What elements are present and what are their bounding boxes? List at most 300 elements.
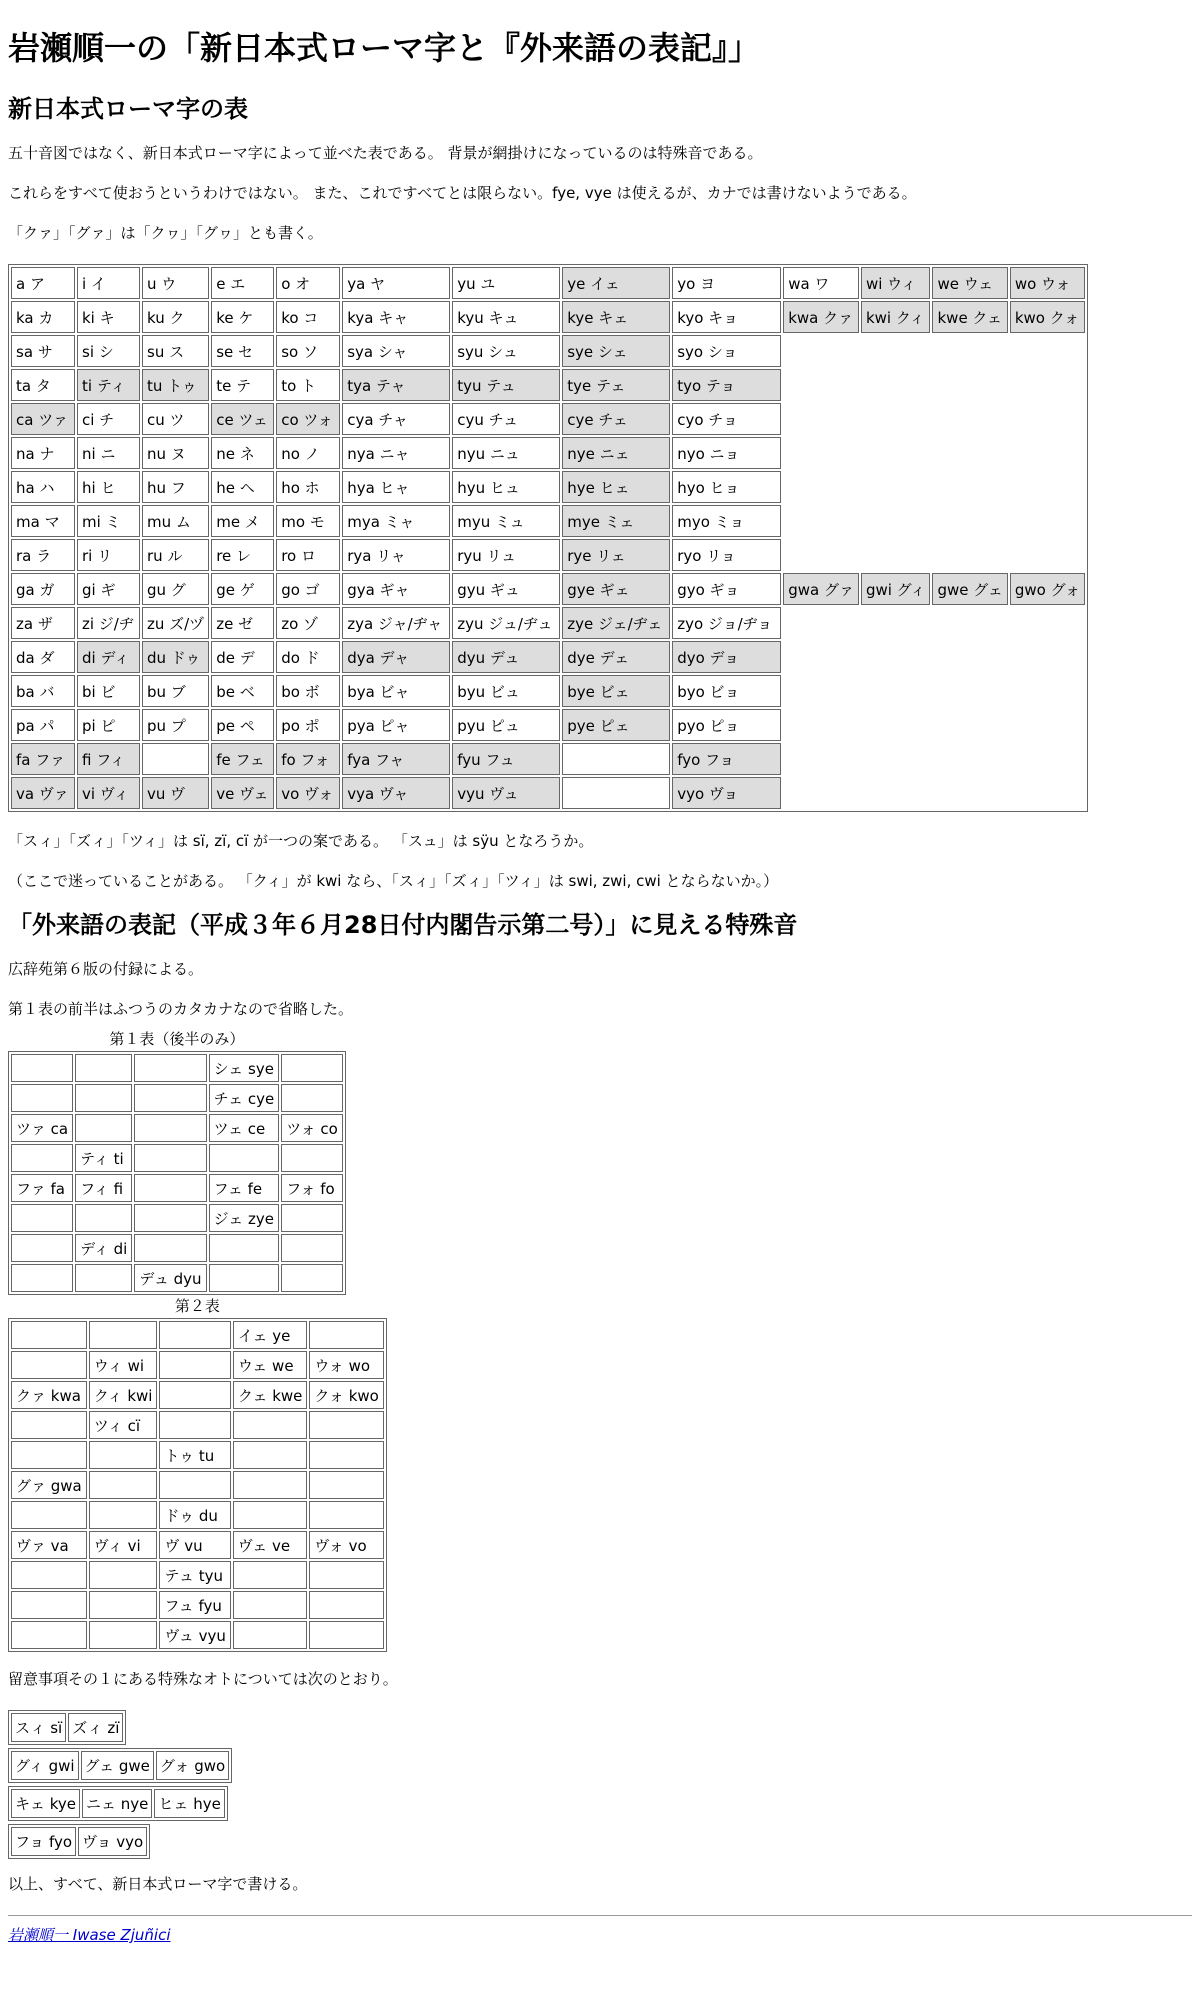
table-cell: pu プ bbox=[142, 709, 209, 741]
table-cell: ファ fa bbox=[11, 1174, 73, 1202]
table-cell: na ナ bbox=[11, 437, 75, 469]
table-cell: ro ロ bbox=[276, 539, 340, 571]
gairaigo-table-1 bbox=[8, 1028, 346, 1295]
table-cell: ryu リュ bbox=[452, 539, 560, 571]
table-cell: no ノ bbox=[276, 437, 340, 469]
table-cell: sya シャ bbox=[342, 335, 450, 367]
table-cell bbox=[281, 1054, 343, 1082]
table-cell: ウェ we bbox=[233, 1351, 308, 1379]
table-cell bbox=[281, 1144, 343, 1172]
table-row bbox=[11, 1411, 384, 1439]
empty-area bbox=[783, 743, 1085, 775]
table-row bbox=[11, 1054, 343, 1082]
table-cell: kwi クィ bbox=[861, 301, 931, 333]
table-cell: po ポ bbox=[276, 709, 340, 741]
table-cell: syu シュ bbox=[452, 335, 560, 367]
footer-divider bbox=[8, 1915, 1192, 1916]
table-cell: nyo ニョ bbox=[672, 437, 781, 469]
table-cell bbox=[89, 1591, 158, 1619]
table-cell: テュ tyu bbox=[159, 1561, 230, 1589]
table-cell: pe ペ bbox=[211, 709, 274, 741]
table-cell: cu ツ bbox=[142, 403, 209, 435]
table-cell: nye ニェ bbox=[562, 437, 670, 469]
romaji-table bbox=[8, 264, 1088, 812]
table2-caption: 第２表 bbox=[174, 1297, 220, 1315]
special-sound-table bbox=[8, 1786, 228, 1821]
table-cell: kye キェ bbox=[562, 301, 670, 333]
table-cell bbox=[233, 1471, 308, 1499]
table-cell bbox=[11, 1441, 87, 1469]
table-cell bbox=[75, 1084, 132, 1112]
table-cell bbox=[233, 1501, 308, 1529]
table-cell bbox=[209, 1264, 280, 1292]
table-cell: ヴ vu bbox=[159, 1531, 230, 1559]
table-cell: do ド bbox=[276, 641, 340, 673]
empty-area bbox=[783, 641, 1085, 673]
table-cell bbox=[11, 1204, 73, 1232]
table-cell: ヴェ ve bbox=[233, 1531, 308, 1559]
table-cell: rye リェ bbox=[562, 539, 670, 571]
table-cell: ze ゼ bbox=[211, 607, 274, 639]
table-row bbox=[11, 1531, 384, 1559]
table-row bbox=[11, 301, 1085, 333]
table-cell: te テ bbox=[211, 369, 274, 401]
empty-area bbox=[783, 607, 1085, 639]
table-cell bbox=[89, 1471, 158, 1499]
table-cell bbox=[233, 1561, 308, 1589]
table-row bbox=[11, 1114, 343, 1142]
table-cell bbox=[233, 1411, 308, 1439]
table-cell: gyo ギョ bbox=[672, 573, 781, 605]
table-cell: dyu デュ bbox=[452, 641, 560, 673]
table-cell: gwa グァ bbox=[783, 573, 859, 605]
table-cell: vyu ヴュ bbox=[452, 777, 560, 809]
table-row bbox=[11, 777, 1085, 809]
table-cell: de デ bbox=[211, 641, 274, 673]
table-cell: yo ヨ bbox=[672, 267, 781, 299]
table-cell: be ベ bbox=[211, 675, 274, 707]
table-cell: ce ツェ bbox=[211, 403, 274, 435]
table-cell: ri リ bbox=[77, 539, 140, 571]
table-cell: pye ピェ bbox=[562, 709, 670, 741]
empty-area bbox=[783, 675, 1085, 707]
section2-omit-note: 第１表の前半はふつうのカタカナなので省略した。 bbox=[8, 1000, 354, 1018]
table-cell bbox=[159, 1471, 230, 1499]
table-cell bbox=[233, 1441, 308, 1469]
table-cell: フィ fi bbox=[75, 1174, 132, 1202]
table-cell: kyu キュ bbox=[452, 301, 560, 333]
table-cell: vya ヴャ bbox=[342, 777, 450, 809]
table-cell: クェ kwe bbox=[233, 1381, 308, 1409]
table-row bbox=[11, 403, 1085, 435]
table-cell: he ヘ bbox=[211, 471, 274, 503]
table-cell bbox=[134, 1174, 206, 1202]
table-cell: se セ bbox=[211, 335, 274, 367]
table-cell: ka カ bbox=[11, 301, 75, 333]
table-cell: kwe クェ bbox=[932, 301, 1007, 333]
table-cell: zi ジ/ヂ bbox=[77, 607, 140, 639]
table-row bbox=[11, 1264, 343, 1292]
table-cell: hi ヒ bbox=[77, 471, 140, 503]
table-cell: ho ホ bbox=[276, 471, 340, 503]
table-cell: byo ビョ bbox=[672, 675, 781, 707]
table-cell: グィ gwi bbox=[11, 1751, 79, 1780]
table-row bbox=[11, 1621, 384, 1649]
table-row bbox=[11, 1501, 384, 1529]
table-row bbox=[11, 573, 1085, 605]
table-row bbox=[11, 1441, 384, 1469]
empty-area bbox=[783, 777, 1085, 809]
table-cell: sye シェ bbox=[562, 335, 670, 367]
table-cell bbox=[11, 1084, 73, 1112]
table-row bbox=[11, 1471, 384, 1499]
table-cell bbox=[159, 1351, 230, 1379]
table-cell: byu ビュ bbox=[452, 675, 560, 707]
table-cell: ドゥ du bbox=[159, 1501, 230, 1529]
table-cell: wi ウィ bbox=[861, 267, 931, 299]
table-cell: フォ fo bbox=[281, 1174, 343, 1202]
table-cell: デュ dyu bbox=[134, 1264, 206, 1292]
empty-area bbox=[783, 539, 1085, 571]
table-cell: ta タ bbox=[11, 369, 75, 401]
table-cell: gi ギ bbox=[77, 573, 140, 605]
table-cell: hu フ bbox=[142, 471, 209, 503]
table-cell: fo フォ bbox=[276, 743, 340, 775]
table-cell bbox=[281, 1204, 343, 1232]
table-cell: vyo ヴョ bbox=[672, 777, 781, 809]
table-cell: go ゴ bbox=[276, 573, 340, 605]
table-cell bbox=[309, 1621, 383, 1649]
table-cell: ニェ nye bbox=[82, 1789, 152, 1818]
table-cell bbox=[11, 1411, 87, 1439]
special-sound-tables bbox=[8, 1710, 1192, 1859]
table-row bbox=[11, 369, 1085, 401]
table-row bbox=[11, 1144, 343, 1172]
table-cell: mi ミ bbox=[77, 505, 140, 537]
table-row bbox=[11, 267, 1085, 299]
table-cell: kya キャ bbox=[342, 301, 450, 333]
table-row bbox=[11, 1234, 343, 1262]
table-cell: グォ gwo bbox=[156, 1751, 229, 1780]
table-cell: イェ ye bbox=[233, 1321, 308, 1349]
table-cell bbox=[562, 777, 670, 809]
table-cell: シェ sye bbox=[209, 1054, 280, 1082]
table-row bbox=[11, 1713, 123, 1742]
table-cell: クィ kwi bbox=[89, 1381, 158, 1409]
table-cell: フョ fyo bbox=[11, 1827, 76, 1856]
table-cell bbox=[309, 1501, 383, 1529]
table-cell: hyu ヒュ bbox=[452, 471, 560, 503]
table-cell: ティ ti bbox=[75, 1144, 132, 1172]
table-cell: トゥ tu bbox=[159, 1441, 230, 1469]
table-cell bbox=[89, 1561, 158, 1589]
section1-intro: 五十音図ではなく、新日本式ローマ字によって並べた表である。 背景が網掛けになっているのは特殊音である。 bbox=[8, 144, 763, 162]
table-cell: myu ミュ bbox=[452, 505, 560, 537]
table-cell: dyo デョ bbox=[672, 641, 781, 673]
table-cell: ヴィ vi bbox=[89, 1531, 158, 1559]
table-cell: mye ミェ bbox=[562, 505, 670, 537]
table-cell: kwo クォ bbox=[1010, 301, 1085, 333]
table-cell: we ウェ bbox=[932, 267, 1007, 299]
table-cell: mo モ bbox=[276, 505, 340, 537]
table-cell: da ダ bbox=[11, 641, 75, 673]
table-cell: su ス bbox=[142, 335, 209, 367]
table-cell: zyu ジュ/ヂュ bbox=[452, 607, 560, 639]
table-cell: pyu ピュ bbox=[452, 709, 560, 741]
table-cell: nya ニャ bbox=[342, 437, 450, 469]
table-cell: ryo リョ bbox=[672, 539, 781, 571]
table-cell: ba バ bbox=[11, 675, 75, 707]
table-cell: pa パ bbox=[11, 709, 75, 741]
table-cell: o オ bbox=[276, 267, 340, 299]
table-cell: ヒェ hye bbox=[154, 1789, 224, 1818]
table-cell: tye テェ bbox=[562, 369, 670, 401]
empty-area bbox=[783, 369, 1085, 401]
table-row bbox=[11, 1751, 229, 1780]
table-cell bbox=[89, 1441, 158, 1469]
empty-area bbox=[783, 505, 1085, 537]
table-row bbox=[11, 471, 1085, 503]
table-cell bbox=[281, 1084, 343, 1112]
table-cell: ヴョ vyo bbox=[78, 1827, 147, 1856]
table-cell: ヴァ va bbox=[11, 1531, 87, 1559]
table-cell bbox=[11, 1621, 87, 1649]
table-cell bbox=[309, 1471, 383, 1499]
special-sound-table bbox=[8, 1824, 150, 1859]
table-cell bbox=[134, 1204, 206, 1232]
section1-note: これらをすべて使おうというわけではない。 また、これですべてとは限らない。fye, vye は使えるが、カナでは書けないようである。 bbox=[8, 184, 917, 202]
table-cell: vo ヴォ bbox=[276, 777, 340, 809]
table-cell: チェ cye bbox=[209, 1084, 280, 1112]
table-cell bbox=[209, 1234, 280, 1262]
table-row bbox=[11, 1321, 384, 1349]
table-cell: ne ネ bbox=[211, 437, 274, 469]
table-cell: vu ヴ bbox=[142, 777, 209, 809]
table-cell: ha ハ bbox=[11, 471, 75, 503]
table-cell bbox=[134, 1114, 206, 1142]
table-cell: bi ビ bbox=[77, 675, 140, 707]
table-row bbox=[11, 1827, 147, 1856]
empty-area bbox=[783, 437, 1085, 469]
table-cell: syo ショ bbox=[672, 335, 781, 367]
table-cell: hyo ヒョ bbox=[672, 471, 781, 503]
table-cell: tu トゥ bbox=[142, 369, 209, 401]
table-cell: ツォ co bbox=[281, 1114, 343, 1142]
table-cell: rya リャ bbox=[342, 539, 450, 571]
table-cell: グェ gwe bbox=[81, 1751, 154, 1780]
table-cell: u ウ bbox=[142, 267, 209, 299]
table-cell: di ディ bbox=[77, 641, 140, 673]
table-cell: ca ツァ bbox=[11, 403, 75, 435]
empty-area bbox=[783, 709, 1085, 741]
table-cell: va ヴァ bbox=[11, 777, 75, 809]
table-cell: wa ワ bbox=[783, 267, 859, 299]
table-cell: tyu テュ bbox=[452, 369, 560, 401]
table-cell: クォ kwo bbox=[309, 1381, 383, 1409]
table-cell: dye デェ bbox=[562, 641, 670, 673]
table-cell: ヴォ vo bbox=[309, 1531, 383, 1559]
table-cell: i イ bbox=[77, 267, 140, 299]
table-cell: du ドゥ bbox=[142, 641, 209, 673]
table-cell: hye ヒェ bbox=[562, 471, 670, 503]
table-cell bbox=[11, 1054, 73, 1082]
table-cell: gya ギャ bbox=[342, 573, 450, 605]
table-row bbox=[11, 437, 1085, 469]
table-cell: e エ bbox=[211, 267, 274, 299]
table1-caption: 第１表（後半のみ） bbox=[109, 1030, 245, 1048]
page-title: 岩瀬順一の「新日本式ローマ字と『外来語の表記』」 bbox=[8, 29, 761, 67]
table-cell bbox=[159, 1381, 230, 1409]
table-cell: yu ユ bbox=[452, 267, 560, 299]
table-cell bbox=[309, 1441, 383, 1469]
table-cell: si シ bbox=[77, 335, 140, 367]
table-cell bbox=[11, 1561, 87, 1589]
table-cell: ヴュ vyu bbox=[159, 1621, 230, 1649]
table-cell: ku ク bbox=[142, 301, 209, 333]
table-cell: ウィ wi bbox=[89, 1351, 158, 1379]
table-cell: ra ラ bbox=[11, 539, 75, 571]
table-cell bbox=[309, 1321, 383, 1349]
table-cell: gwe グェ bbox=[932, 573, 1007, 605]
table-cell: gye ギェ bbox=[562, 573, 670, 605]
empty-area bbox=[783, 403, 1085, 435]
table-cell: bye ビェ bbox=[562, 675, 670, 707]
table-cell: fyu フュ bbox=[452, 743, 560, 775]
table-cell: fyo フョ bbox=[672, 743, 781, 775]
table-row bbox=[11, 1789, 225, 1818]
table-cell bbox=[309, 1411, 383, 1439]
table-cell bbox=[134, 1144, 206, 1172]
section2-conclusion: 以上、すべて、新日本式ローマ字で書ける。 bbox=[8, 1875, 308, 1893]
table-cell: zya ジャ/ヂャ bbox=[342, 607, 450, 639]
table-cell bbox=[75, 1204, 132, 1232]
table-row bbox=[11, 539, 1085, 571]
table-cell: cyu チュ bbox=[452, 403, 560, 435]
table-cell: dya デャ bbox=[342, 641, 450, 673]
table-cell: ve ヴェ bbox=[211, 777, 274, 809]
table-cell: so ソ bbox=[276, 335, 340, 367]
table-cell bbox=[11, 1234, 73, 1262]
section2-heading: 「外来語の表記（平成３年６月28日付内閣告示第二号）」に見える特殊音 bbox=[8, 911, 798, 939]
table-cell: ko コ bbox=[276, 301, 340, 333]
empty-area bbox=[783, 471, 1085, 503]
table-cell: fi フィ bbox=[77, 743, 140, 775]
table-cell: グァ gwa bbox=[11, 1471, 87, 1499]
table-row bbox=[11, 607, 1085, 639]
table-cell bbox=[142, 743, 209, 775]
table-cell: tya テャ bbox=[342, 369, 450, 401]
table-cell bbox=[11, 1321, 87, 1349]
table-cell: ジェ zye bbox=[209, 1204, 280, 1232]
table-cell bbox=[209, 1144, 280, 1172]
table-cell: mya ミャ bbox=[342, 505, 450, 537]
table-cell: cyo チョ bbox=[672, 403, 781, 435]
table-cell: フュ fyu bbox=[159, 1591, 230, 1619]
table-cell bbox=[75, 1264, 132, 1292]
special-sound-table bbox=[8, 1710, 126, 1745]
table-cell bbox=[281, 1264, 343, 1292]
table-cell: sa サ bbox=[11, 335, 75, 367]
section2-source: 広辞苑第６版の付録による。 bbox=[8, 960, 204, 978]
table-row bbox=[11, 505, 1085, 537]
table-cell: ズィ zï bbox=[68, 1713, 123, 1742]
section1-note-si: 「スィ」「ズィ」「ツィ」は sï, zï, cï が一つの案である。 「スュ」は sÿu となろうか。 bbox=[8, 832, 594, 850]
table-cell: pi ピ bbox=[77, 709, 140, 741]
table-cell: ディ di bbox=[75, 1234, 132, 1262]
table-row bbox=[11, 1174, 343, 1202]
table-cell: kwa クァ bbox=[783, 301, 859, 333]
table-cell: hya ヒャ bbox=[342, 471, 450, 503]
table-cell bbox=[75, 1054, 132, 1082]
table-cell: ya ヤ bbox=[342, 267, 450, 299]
table-cell: zu ズ/ヅ bbox=[142, 607, 209, 639]
table-cell: fa ファ bbox=[11, 743, 75, 775]
author-link[interactable]: 岩瀬順一 Iwase Zjuñici bbox=[8, 1926, 171, 1944]
table-cell: gyu ギュ bbox=[452, 573, 560, 605]
section1-note-kwi: （ここで迷っていることがある。 「クィ」が kwi なら、「スィ」「ズィ」「ツィ」は swi, zwi, cwi とならないか。） bbox=[8, 872, 779, 890]
table-cell bbox=[11, 1144, 73, 1172]
table-cell bbox=[11, 1351, 87, 1379]
table-cell: ru ル bbox=[142, 539, 209, 571]
empty-area bbox=[783, 335, 1085, 367]
table-cell: ma マ bbox=[11, 505, 75, 537]
table-row bbox=[11, 1381, 384, 1409]
table-cell: ツェ ce bbox=[209, 1114, 280, 1142]
table-cell bbox=[159, 1411, 230, 1439]
table-row bbox=[11, 641, 1085, 673]
gairaigo-table-2 bbox=[8, 1295, 387, 1652]
table-cell: クァ kwa bbox=[11, 1381, 87, 1409]
table-row bbox=[11, 1084, 343, 1112]
table-cell: a ア bbox=[11, 267, 75, 299]
table-cell: ウォ wo bbox=[309, 1351, 383, 1379]
table-cell: re レ bbox=[211, 539, 274, 571]
table-row bbox=[11, 675, 1085, 707]
table-cell: ki キ bbox=[77, 301, 140, 333]
table-cell: zye ジェ/ヂェ bbox=[562, 607, 670, 639]
table-cell: za ザ bbox=[11, 607, 75, 639]
table-cell: ye イェ bbox=[562, 267, 670, 299]
table-cell: zo ゾ bbox=[276, 607, 340, 639]
table-cell bbox=[11, 1591, 87, 1619]
table-cell: kyo キョ bbox=[672, 301, 781, 333]
table-cell: フェ fe bbox=[209, 1174, 280, 1202]
table-cell bbox=[11, 1264, 73, 1292]
table-cell: cya チャ bbox=[342, 403, 450, 435]
table-cell: pyo ピョ bbox=[672, 709, 781, 741]
table-row bbox=[11, 1561, 384, 1589]
table-cell bbox=[89, 1321, 158, 1349]
table-cell: ge ゲ bbox=[211, 573, 274, 605]
table-cell bbox=[309, 1561, 383, 1589]
table-cell: wo ウォ bbox=[1010, 267, 1085, 299]
section1-kwa-note: 「クァ」「グァ」は「クヮ」「グヮ」とも書く。 bbox=[8, 224, 323, 242]
table-cell: nu ヌ bbox=[142, 437, 209, 469]
table-cell: ti ティ bbox=[77, 369, 140, 401]
table-cell bbox=[134, 1084, 206, 1112]
table-cell: スィ sï bbox=[11, 1713, 66, 1742]
table-cell: ni ニ bbox=[77, 437, 140, 469]
table-row bbox=[11, 743, 1085, 775]
table-cell: mu ム bbox=[142, 505, 209, 537]
table-cell: ツァ ca bbox=[11, 1114, 73, 1142]
table-cell bbox=[281, 1234, 343, 1262]
table-cell: ga ガ bbox=[11, 573, 75, 605]
table-cell bbox=[89, 1501, 158, 1529]
table-cell bbox=[309, 1591, 383, 1619]
table-cell: gwi グィ bbox=[861, 573, 931, 605]
table-cell: キェ kye bbox=[11, 1789, 80, 1818]
